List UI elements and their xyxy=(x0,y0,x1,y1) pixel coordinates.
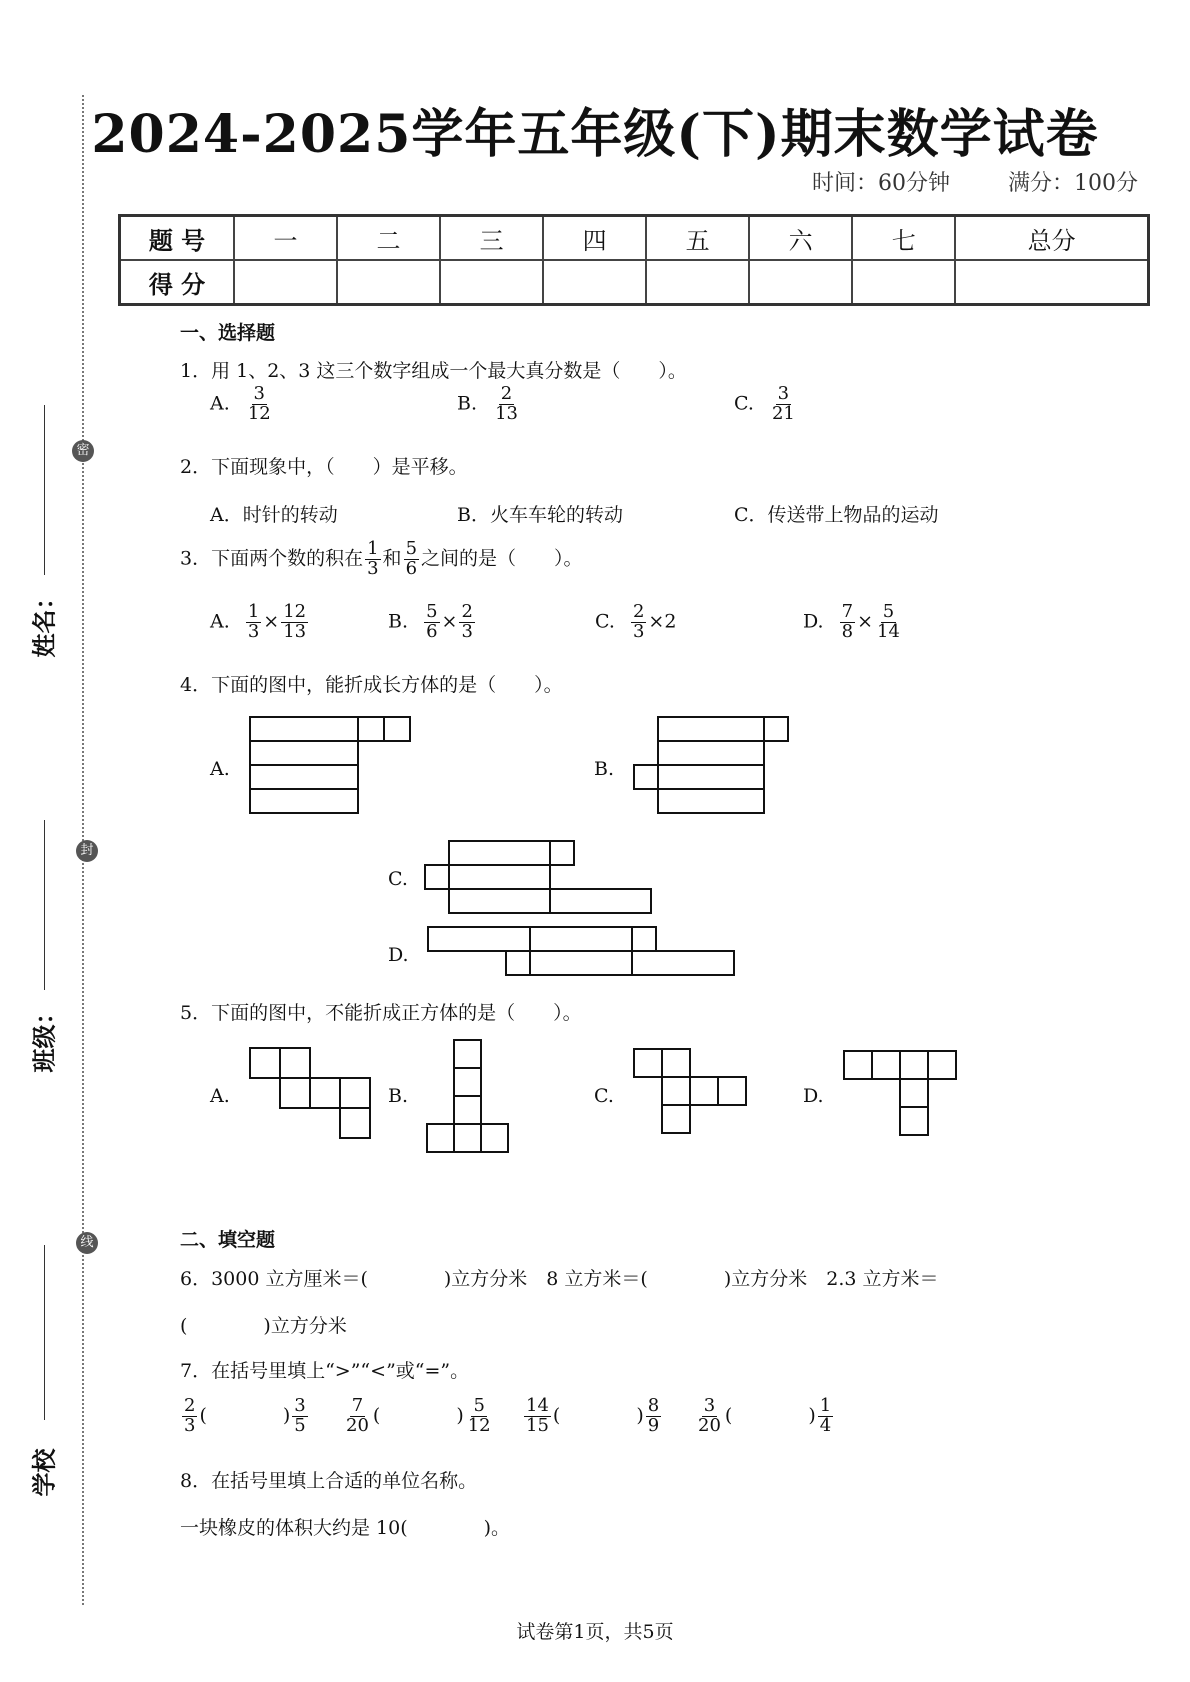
net-face xyxy=(428,927,530,951)
score-input-4[interactable] xyxy=(543,260,646,305)
times-sign: × xyxy=(263,610,280,633)
times-sign: × xyxy=(857,610,874,633)
net-face xyxy=(310,1078,340,1108)
exam-time: 时间：60分钟 xyxy=(812,171,950,196)
score-input-5[interactable] xyxy=(646,260,749,305)
fraction xyxy=(246,385,273,424)
fraction xyxy=(365,540,380,579)
net-face xyxy=(632,951,734,975)
score-cell-4: 四 xyxy=(543,216,646,261)
denominator: 3 xyxy=(367,557,379,579)
score-input-2[interactable] xyxy=(337,260,440,305)
denominator: 5 xyxy=(294,1414,306,1436)
denominator: 12 xyxy=(247,402,271,424)
q7-pair-4 xyxy=(694,1397,835,1436)
option-label: A. xyxy=(210,610,230,633)
net-face xyxy=(427,1124,454,1152)
net-face xyxy=(900,1107,928,1135)
denominator: 8 xyxy=(841,620,854,642)
numerator: 7 xyxy=(841,601,854,622)
q4-net-c xyxy=(420,836,660,916)
denominator: 3 xyxy=(632,620,645,642)
net-face xyxy=(690,1077,718,1105)
score-cell-2: 二 xyxy=(337,216,440,261)
net-face xyxy=(506,951,530,975)
full-score: 满分：100分 xyxy=(1008,171,1138,196)
q2-option-b: B．火车车轮的转动 xyxy=(457,504,623,526)
score-row-label: 得 分 xyxy=(120,260,235,305)
net-face xyxy=(632,927,656,951)
q4-net-d xyxy=(425,922,739,982)
fraction xyxy=(631,603,646,642)
fraction xyxy=(344,1397,371,1436)
score-input-3[interactable] xyxy=(440,260,543,305)
q1-option-b xyxy=(457,385,522,424)
fraction xyxy=(840,603,855,642)
q6-line1: 6．3000 立方厘米＝( )立方分米 8 立方米＝( )立方分米 2.3 立方米＝ xyxy=(180,1268,939,1290)
q3-stem-a: 3．下面两个数的积在 xyxy=(180,547,364,570)
numerator: 14 xyxy=(526,1395,549,1416)
net-face xyxy=(928,1051,956,1079)
denominator: 3 xyxy=(461,620,473,642)
q3-stem-b: 和 xyxy=(382,547,402,570)
q1-option-a xyxy=(210,385,275,424)
score-input-total[interactable] xyxy=(955,260,1148,305)
net-face xyxy=(250,741,358,765)
fraction xyxy=(875,603,902,642)
net-face xyxy=(250,717,358,741)
numerator: 5 xyxy=(882,601,895,622)
numerator: 2 xyxy=(184,1395,196,1416)
q5-net-d xyxy=(840,1047,965,1143)
score-cell-5: 五 xyxy=(646,216,749,261)
net-face xyxy=(900,1051,928,1079)
net-face xyxy=(662,1049,690,1077)
numerator: 5 xyxy=(473,1395,485,1416)
name-underline xyxy=(44,405,45,575)
q8-stem: 8．在括号里填上合适的单位名称。 xyxy=(180,1470,478,1492)
net-face xyxy=(449,841,550,865)
score-input-7[interactable] xyxy=(852,260,955,305)
denominator: 14 xyxy=(877,620,900,642)
q8-line: 一块橡皮的体积大约是 10( )。 xyxy=(180,1517,511,1539)
q5-label-a: A. xyxy=(210,1085,230,1107)
net-face xyxy=(280,1048,310,1078)
net-face xyxy=(384,717,410,741)
q7-stem: 7．在括号里填上“>”“<”或“=”。 xyxy=(180,1360,470,1382)
numerator: 2 xyxy=(632,601,645,622)
compare-blank[interactable]: ( ) xyxy=(552,1404,644,1427)
score-input-1[interactable] xyxy=(234,260,337,305)
q4-label-d: D. xyxy=(388,944,409,966)
numerator: 1 xyxy=(367,538,379,559)
fraction xyxy=(424,603,439,642)
denominator: 15 xyxy=(526,1414,549,1436)
net-face xyxy=(280,1078,310,1108)
score-input-6[interactable] xyxy=(749,260,852,305)
net-face xyxy=(764,717,788,741)
q7-pair-2 xyxy=(342,1397,495,1436)
numerator: 2 xyxy=(461,601,473,622)
option-label: B. xyxy=(388,610,409,633)
q5-net-a xyxy=(245,1043,375,1143)
net-face xyxy=(658,765,764,789)
q3-stem-c: 之间的是（ ）。 xyxy=(421,547,583,570)
denominator: 3 xyxy=(184,1414,196,1436)
net-face xyxy=(250,1048,280,1078)
net-face xyxy=(550,889,651,913)
score-cell-7: 七 xyxy=(852,216,955,261)
fraction xyxy=(404,540,419,579)
fraction xyxy=(818,1397,833,1436)
q3-option-b xyxy=(388,603,477,642)
times-sign: × xyxy=(441,610,458,633)
net-face xyxy=(872,1051,900,1079)
denominator: 3 xyxy=(247,620,260,642)
school-underline xyxy=(44,1245,45,1420)
fraction xyxy=(459,603,474,642)
net-face xyxy=(454,1068,481,1096)
q7-pair-1 xyxy=(180,1397,310,1436)
q1-option-c xyxy=(734,385,799,424)
q4-label-b: B. xyxy=(594,758,615,780)
q3-option-d xyxy=(803,603,904,642)
net-face xyxy=(449,889,550,913)
q2-option-c: C．传送带上物品的运动 xyxy=(734,504,939,526)
net-face xyxy=(481,1124,508,1152)
page-title: 2024-2025学年五年级(下)期末数学试卷 xyxy=(91,104,1099,165)
net-face xyxy=(425,865,449,889)
net-face xyxy=(454,1040,481,1068)
q2-option-a: A．时针的转动 xyxy=(210,504,338,526)
score-table-header-row xyxy=(120,216,1149,261)
fraction xyxy=(246,603,261,642)
numerator: 12 xyxy=(283,601,307,622)
net-face xyxy=(530,951,632,975)
q3-option-c xyxy=(595,603,676,642)
q3-stem xyxy=(180,540,583,579)
numerator: 1 xyxy=(819,1395,832,1416)
q4-net-a xyxy=(245,712,415,822)
net-face xyxy=(358,717,384,741)
q5-label-d: D. xyxy=(803,1085,824,1107)
q5-net-c xyxy=(630,1045,755,1141)
class-label: 班级： xyxy=(29,1000,59,1073)
q5-label-c: C. xyxy=(594,1085,614,1107)
score-table xyxy=(118,214,1150,306)
seal-feng: 封 xyxy=(76,840,98,862)
score-table-score-row xyxy=(120,260,1149,305)
fraction xyxy=(696,1397,723,1436)
fraction xyxy=(281,603,308,642)
times-sign: × xyxy=(648,610,665,633)
q4-label-a: A. xyxy=(210,758,230,780)
denominator: 13 xyxy=(495,402,518,424)
school-label: 学校 xyxy=(29,1448,59,1497)
fraction xyxy=(646,1397,661,1436)
net-face xyxy=(900,1079,928,1107)
numerator: 3 xyxy=(253,383,265,404)
net-face xyxy=(662,1105,690,1133)
net-face xyxy=(250,765,358,789)
option-label: C. xyxy=(734,392,754,415)
q4-net-b xyxy=(630,712,796,822)
integer: 2 xyxy=(664,610,677,633)
q3-option-a xyxy=(210,603,310,642)
net-face xyxy=(718,1077,746,1105)
seal-xian: 线 xyxy=(76,1232,98,1254)
numerator: 5 xyxy=(426,601,438,622)
option-label: C. xyxy=(595,610,615,633)
fraction xyxy=(466,1397,493,1436)
net-face xyxy=(454,1124,481,1152)
section-1-title: 一、选择题 xyxy=(180,322,276,344)
net-face xyxy=(340,1078,370,1108)
denominator: 9 xyxy=(647,1414,660,1436)
fraction xyxy=(182,1397,197,1436)
numerator: 3 xyxy=(703,1395,716,1416)
compare-blank[interactable]: ( ) xyxy=(724,1404,816,1427)
fraction xyxy=(292,1397,307,1436)
compare-blank[interactable]: ( ) xyxy=(199,1404,291,1427)
denominator: 4 xyxy=(819,1414,832,1436)
net-face xyxy=(662,1077,690,1105)
q2-stem: 2．下面现象中，（ ）是平移。 xyxy=(180,456,468,478)
score-cell-total: 总分 xyxy=(955,216,1148,261)
score-cell-1: 一 xyxy=(234,216,337,261)
numerator: 2 xyxy=(500,383,513,404)
q1-stem: 1．用 1、2、3 这三个数字组成一个最大真分数是（ ）。 xyxy=(180,360,687,382)
net-face xyxy=(449,865,550,889)
fraction xyxy=(493,385,520,424)
denominator: 6 xyxy=(426,620,438,642)
numerator: 5 xyxy=(405,538,418,559)
denominator: 6 xyxy=(405,557,418,579)
fraction xyxy=(770,385,797,424)
net-face xyxy=(844,1051,872,1079)
numerator: 3 xyxy=(294,1395,306,1416)
name-label: 姓名： xyxy=(29,585,59,658)
q4-stem: 4．下面的图中，能折成长方体的是（ ）。 xyxy=(180,674,563,696)
q4-label-c: C. xyxy=(388,868,408,890)
net-face xyxy=(658,789,764,813)
page-footer: 试卷第1页，共5页 xyxy=(516,1621,674,1643)
net-face xyxy=(634,1049,662,1077)
net-face xyxy=(530,927,632,951)
numerator: 3 xyxy=(777,383,790,404)
denominator: 21 xyxy=(771,402,795,424)
net-face xyxy=(340,1108,370,1138)
numerator: 8 xyxy=(647,1395,660,1416)
net-face xyxy=(634,765,658,789)
option-label: D. xyxy=(803,610,824,633)
option-label: B. xyxy=(457,392,478,415)
net-face xyxy=(250,789,358,813)
score-cell-3: 三 xyxy=(440,216,543,261)
class-underline xyxy=(44,820,45,990)
score-cell-6: 六 xyxy=(749,216,852,261)
option-label: A. xyxy=(210,392,230,415)
denominator: 20 xyxy=(346,1414,369,1436)
seal-mi: 密 xyxy=(72,440,94,462)
numerator: 1 xyxy=(247,601,260,622)
q5-stem: 5．下面的图中，不能折成正方体的是（ ）。 xyxy=(180,1002,582,1024)
denominator: 12 xyxy=(467,1414,491,1436)
net-face xyxy=(658,741,764,765)
net-face xyxy=(550,841,574,865)
section-2-title: 二、填空题 xyxy=(180,1229,276,1251)
q7-pair-3 xyxy=(522,1397,663,1436)
net-face xyxy=(454,1096,481,1124)
fraction xyxy=(524,1397,551,1436)
q6-line2: ( )立方分米 xyxy=(180,1315,347,1337)
denominator: 13 xyxy=(283,620,307,642)
denominator: 20 xyxy=(698,1414,721,1436)
q5-net-b xyxy=(420,1035,520,1155)
net-face xyxy=(658,717,764,741)
compare-blank[interactable]: ( ) xyxy=(372,1404,464,1427)
numerator: 7 xyxy=(351,1395,364,1416)
score-cell-label: 题 号 xyxy=(120,216,235,261)
q5-label-b: B. xyxy=(388,1085,409,1107)
